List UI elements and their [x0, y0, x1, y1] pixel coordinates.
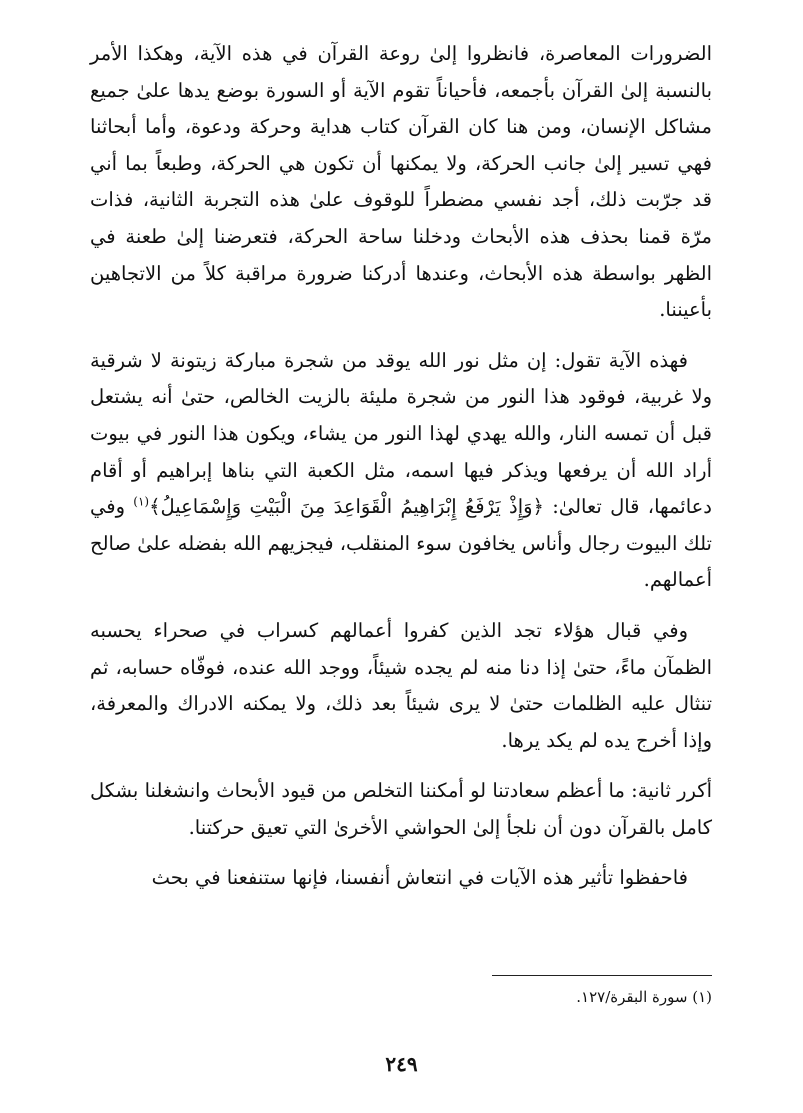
quran-verse: ﴿وَإِذْ يَرْفَعُ إِبْرَاهِيمُ الْقَوَاعِدَ مِنَ الْبَيْتِ وَإِسْمَاعِيلُ﴾ — [149, 495, 544, 519]
footnote-divider — [492, 975, 712, 976]
footnote: (١) سورة البقرة/١٢٧. — [576, 988, 712, 1006]
paragraph-2-text-after-verse: وفي تلك البيوت رجال وأناس يخافون سوء المنقلب، فيجزيهم الله بفضله علىٰ صالح أعمالهم. — [90, 495, 712, 592]
page-number: ٢٤٩ — [385, 1052, 418, 1076]
paragraph-1: الضرورات المعاصرة، فانظروا إلىٰ روعة القرآن في هذه الآية، وهكذا الأمر بالنسبة إلىٰ القرآن بأجمعه، فأحياناً تقوم الآية أو السورة بوضع يدها علىٰ جميع مشاكل الإنسان، ومن هنا كان القرآن كتاب هداية وحركة ودعوة، وأما أبحاثنا فهي تسير إلىٰ جانب الحركة، ولا يمكنها أن تكون هي الحركة، وطبعاً بما أني قد جرّبت ذلك، أجد نفسي مضطراً للوقوف علىٰ هذه التجربة الثانية، فذات مرّة قمنا بحذف هذه الأبحاث ودخلنا ساحة الحركة، فتعرضنا إلىٰ طعنة في الظهر بواسطة هذه الأبحاث، وعندها أدركنا ضرورة مراقبة كلاً من الاتجاهين بأعيننا. — [90, 42, 712, 322]
paragraph-2-text-before-verse: فهذه الآية تقول: إن مثل نور الله يوقد من شجرة مباركة زيتونة لا شرقية ولا غربية، فوقود هذا النور من شجرة مليئة بالزيت الخالص، حتىٰ أنه يشتعل قبل أن تمسه النار، والله يهدي لهذا النور من يشاء، ويكون هذا النور في بيوت أراد الله أن يرفعها ويذكر فيها اسمه، مثل الكعبة التي بناها إبراهيم أو أقام دعائمها، قال تعالىٰ: — [90, 348, 712, 519]
paragraph-5: فاحفظوا تأثير هذه الآيات في انتعاش أنفسنا، فإنها ستنفعنا في بحث — [151, 866, 688, 890]
page-body — [90, 36, 712, 897]
paragraph-2 — [90, 343, 712, 599]
paragraph-4: أكرر ثانية: ما أعظم سعادتنا لو أمكننا التخلص من قيود الأبحاث وانشغلنا بشكل كامل بالقرآن دون أن نلجأ إلىٰ الحواشي الأخرىٰ التي تعيق حركتنا. — [90, 779, 712, 839]
paragraph-3: وفي قبال هؤلاء تجد الذين كفروا أعمالهم كسراب في صحراء يحسبه الظمآن ماءً، حتىٰ إذا دنا منه لم يجده شيئاً، ووجد الله عنده، فوفّاه حسابه، ثم تنثال عليه الظلمات حتىٰ لا يرى شيئاً بعد ذلك، ولا يمكنه الادراك والمعرفة، وإذا أخرج يده لم يكد يرها. — [90, 618, 712, 752]
footnote-reference: (١) — [133, 494, 150, 509]
